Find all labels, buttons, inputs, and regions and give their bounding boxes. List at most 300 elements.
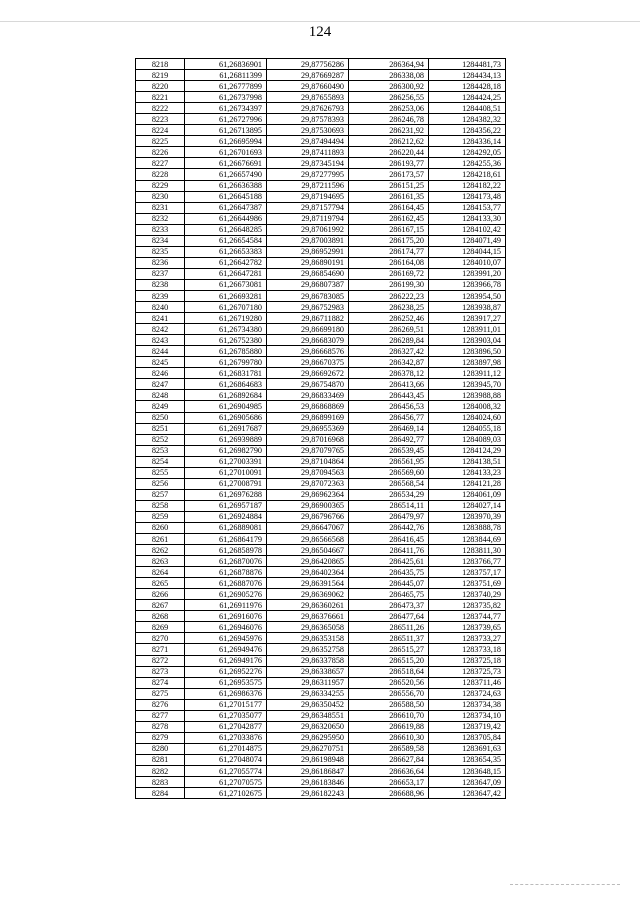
y-coordinate-cell: 1283725,18 — [429, 655, 506, 666]
x-coordinate-cell: 286212,62 — [349, 136, 429, 147]
point-number-cell: 8219 — [136, 70, 185, 81]
longitude-cell: 29,86186847 — [267, 766, 349, 777]
y-coordinate-cell: 1283719,42 — [429, 721, 506, 732]
longitude-cell: 29,86566568 — [267, 534, 349, 545]
longitude-cell: 29,86754870 — [267, 379, 349, 390]
x-coordinate-cell: 286589,58 — [349, 743, 429, 754]
table-row — [136, 268, 506, 279]
x-coordinate-cell: 286269,51 — [349, 324, 429, 335]
y-coordinate-cell: 1284356,22 — [429, 125, 506, 136]
point-number-cell: 8260 — [136, 522, 185, 533]
y-coordinate-cell: 1283724,63 — [429, 688, 506, 699]
table-row — [136, 401, 506, 412]
latitude-cell: 61,26734397 — [185, 103, 267, 114]
y-coordinate-cell: 1283911,01 — [429, 324, 506, 335]
longitude-cell: 29,87345194 — [267, 158, 349, 169]
y-coordinate-cell: 1283751,69 — [429, 578, 506, 589]
point-number-cell: 8235 — [136, 246, 185, 257]
x-coordinate-cell: 286199,30 — [349, 279, 429, 290]
point-number-cell: 8245 — [136, 357, 185, 368]
table-row — [136, 788, 506, 799]
x-coordinate-cell: 286161,35 — [349, 191, 429, 202]
y-coordinate-cell: 1283740,29 — [429, 589, 506, 600]
point-number-cell: 8231 — [136, 202, 185, 213]
longitude-cell: 29,86796766 — [267, 511, 349, 522]
longitude-cell: 29,87003891 — [267, 235, 349, 246]
point-number-cell: 8282 — [136, 766, 185, 777]
x-coordinate-cell: 286338,08 — [349, 70, 429, 81]
table-row — [136, 633, 506, 644]
x-coordinate-cell: 286169,72 — [349, 268, 429, 279]
latitude-cell: 61,27003391 — [185, 456, 267, 467]
table-row — [136, 279, 506, 290]
x-coordinate-cell: 286520,56 — [349, 677, 429, 688]
y-coordinate-cell: 1283966,78 — [429, 279, 506, 290]
longitude-cell: 29,86376661 — [267, 611, 349, 622]
latitude-cell: 61,26645188 — [185, 191, 267, 202]
point-number-cell: 8218 — [136, 59, 185, 70]
latitude-cell: 61,26946076 — [185, 622, 267, 633]
point-number-cell: 8284 — [136, 788, 185, 799]
point-number-cell: 8226 — [136, 147, 185, 158]
longitude-cell: 29,86783085 — [267, 290, 349, 301]
table-row — [136, 556, 506, 567]
x-coordinate-cell: 286231,92 — [349, 125, 429, 136]
point-number-cell: 8247 — [136, 379, 185, 390]
x-coordinate-cell: 286479,97 — [349, 511, 429, 522]
latitude-cell: 61,26648285 — [185, 224, 267, 235]
y-coordinate-cell: 1283896,50 — [429, 346, 506, 357]
table-row — [136, 103, 506, 114]
y-coordinate-cell: 1283733,27 — [429, 633, 506, 644]
longitude-cell: 29,87756286 — [267, 59, 349, 70]
table-row — [136, 169, 506, 180]
latitude-cell: 61,26904985 — [185, 401, 267, 412]
x-coordinate-cell: 286411,76 — [349, 545, 429, 556]
y-coordinate-cell: 1283897,98 — [429, 357, 506, 368]
latitude-cell: 61,27015177 — [185, 699, 267, 710]
table-row — [136, 589, 506, 600]
latitude-cell: 61,26917687 — [185, 423, 267, 434]
x-coordinate-cell: 286246,78 — [349, 114, 429, 125]
longitude-cell: 29,87119794 — [267, 213, 349, 224]
point-number-cell: 8253 — [136, 445, 185, 456]
point-number-cell: 8278 — [136, 721, 185, 732]
y-coordinate-cell: 1284182,22 — [429, 180, 506, 191]
longitude-cell: 29,86402364 — [267, 567, 349, 578]
longitude-cell: 29,87104864 — [267, 456, 349, 467]
point-number-cell: 8224 — [136, 125, 185, 136]
longitude-cell: 29,86270751 — [267, 743, 349, 754]
longitude-cell: 29,86352758 — [267, 644, 349, 655]
table-row — [136, 59, 506, 70]
longitude-cell: 29,86890191 — [267, 257, 349, 268]
y-coordinate-cell: 1284133,30 — [429, 213, 506, 224]
longitude-cell: 29,86353158 — [267, 633, 349, 644]
table-row — [136, 191, 506, 202]
latitude-cell: 61,26653383 — [185, 246, 267, 257]
x-coordinate-cell: 286443,45 — [349, 390, 429, 401]
latitude-cell: 61,26707180 — [185, 302, 267, 313]
longitude-cell: 29,87094563 — [267, 467, 349, 478]
x-coordinate-cell: 286515,27 — [349, 644, 429, 655]
longitude-cell: 29,86668576 — [267, 346, 349, 357]
x-coordinate-cell: 286252,46 — [349, 313, 429, 324]
x-coordinate-cell: 286364,94 — [349, 59, 429, 70]
y-coordinate-cell: 1284071,49 — [429, 235, 506, 246]
table-row — [136, 611, 506, 622]
latitude-cell: 61,26647281 — [185, 268, 267, 279]
longitude-cell: 29,86334255 — [267, 688, 349, 699]
point-number-cell: 8263 — [136, 556, 185, 567]
y-coordinate-cell: 1283911,12 — [429, 368, 506, 379]
table-row — [136, 136, 506, 147]
point-number-cell: 8269 — [136, 622, 185, 633]
x-coordinate-cell: 286627,84 — [349, 754, 429, 765]
point-number-cell: 8283 — [136, 777, 185, 788]
latitude-cell: 61,26905686 — [185, 412, 267, 423]
y-coordinate-cell: 1283734,38 — [429, 699, 506, 710]
x-coordinate-cell: 286435,75 — [349, 567, 429, 578]
x-coordinate-cell: 286515,20 — [349, 655, 429, 666]
longitude-cell: 29,86752983 — [267, 302, 349, 313]
table-row — [136, 522, 506, 533]
latitude-cell: 61,26924884 — [185, 511, 267, 522]
table-row — [136, 688, 506, 699]
y-coordinate-cell: 1283945,70 — [429, 379, 506, 390]
table-row — [136, 213, 506, 224]
latitude-cell: 61,26870076 — [185, 556, 267, 567]
point-number-cell: 8254 — [136, 456, 185, 467]
y-coordinate-cell: 1284428,18 — [429, 81, 506, 92]
table-row — [136, 754, 506, 765]
y-coordinate-cell: 1284138,51 — [429, 456, 506, 467]
latitude-cell: 61,26892684 — [185, 390, 267, 401]
x-coordinate-cell: 286518,64 — [349, 666, 429, 677]
longitude-cell: 29,87157794 — [267, 202, 349, 213]
y-coordinate-cell: 1283757,17 — [429, 567, 506, 578]
latitude-cell: 61,27102675 — [185, 788, 267, 799]
y-coordinate-cell: 1284124,29 — [429, 445, 506, 456]
y-coordinate-cell: 1283811,30 — [429, 545, 506, 556]
table-row — [136, 390, 506, 401]
longitude-cell: 29,86692672 — [267, 368, 349, 379]
latitude-cell: 61,27070575 — [185, 777, 267, 788]
point-number-cell: 8225 — [136, 136, 185, 147]
table-row — [136, 743, 506, 754]
point-number-cell: 8243 — [136, 335, 185, 346]
x-coordinate-cell: 286442,76 — [349, 522, 429, 533]
longitude-cell: 29,87072363 — [267, 478, 349, 489]
y-coordinate-cell: 1284121,28 — [429, 478, 506, 489]
x-coordinate-cell: 286238,25 — [349, 302, 429, 313]
y-coordinate-cell: 1283888,78 — [429, 522, 506, 533]
longitude-cell: 29,86854690 — [267, 268, 349, 279]
table-row — [136, 777, 506, 788]
latitude-cell: 61,26953575 — [185, 677, 267, 688]
y-coordinate-cell: 1284102,42 — [429, 224, 506, 235]
table-row — [136, 677, 506, 688]
longitude-cell: 29,86699180 — [267, 324, 349, 335]
y-coordinate-cell: 1283735,82 — [429, 600, 506, 611]
table-row — [136, 302, 506, 313]
table-row — [136, 81, 506, 92]
table-row — [136, 511, 506, 522]
longitude-cell: 29,86182243 — [267, 788, 349, 799]
latitude-cell: 61,26693281 — [185, 290, 267, 301]
table-row — [136, 423, 506, 434]
y-coordinate-cell: 1284061,09 — [429, 489, 506, 500]
latitude-cell: 61,26911976 — [185, 600, 267, 611]
point-number-cell: 8246 — [136, 368, 185, 379]
table-row — [136, 180, 506, 191]
table-row — [136, 644, 506, 655]
latitude-cell: 61,27035077 — [185, 710, 267, 721]
latitude-cell: 61,27010091 — [185, 467, 267, 478]
y-coordinate-cell: 1283744,77 — [429, 611, 506, 622]
longitude-cell: 29,86360261 — [267, 600, 349, 611]
point-number-cell: 8261 — [136, 534, 185, 545]
latitude-cell: 61,26858978 — [185, 545, 267, 556]
x-coordinate-cell: 286173,57 — [349, 169, 429, 180]
point-number-cell: 8276 — [136, 699, 185, 710]
x-coordinate-cell: 286539,45 — [349, 445, 429, 456]
point-number-cell: 8262 — [136, 545, 185, 556]
point-number-cell: 8220 — [136, 81, 185, 92]
y-coordinate-cell: 1283739,65 — [429, 622, 506, 633]
latitude-cell: 61,27014875 — [185, 743, 267, 754]
table-row — [136, 70, 506, 81]
latitude-cell: 61,26887076 — [185, 578, 267, 589]
point-number-cell: 8257 — [136, 489, 185, 500]
point-number-cell: 8228 — [136, 169, 185, 180]
table-row — [136, 489, 506, 500]
longitude-cell: 29,86647067 — [267, 522, 349, 533]
point-number-cell: 8258 — [136, 500, 185, 511]
point-number-cell: 8271 — [136, 644, 185, 655]
table-row — [136, 368, 506, 379]
x-coordinate-cell: 286193,77 — [349, 158, 429, 169]
point-number-cell: 8222 — [136, 103, 185, 114]
longitude-cell: 29,87494494 — [267, 136, 349, 147]
x-coordinate-cell: 286445,07 — [349, 578, 429, 589]
longitude-cell: 29,86198948 — [267, 754, 349, 765]
x-coordinate-cell: 286469,14 — [349, 423, 429, 434]
longitude-cell: 29,86365058 — [267, 622, 349, 633]
point-number-cell: 8250 — [136, 412, 185, 423]
x-coordinate-cell: 286556,70 — [349, 688, 429, 699]
point-number-cell: 8229 — [136, 180, 185, 191]
x-coordinate-cell: 286378,12 — [349, 368, 429, 379]
latitude-cell: 61,26673081 — [185, 279, 267, 290]
longitude-cell: 29,86952991 — [267, 246, 349, 257]
table-row — [136, 732, 506, 743]
y-coordinate-cell: 1283647,42 — [429, 788, 506, 799]
table-row — [136, 290, 506, 301]
longitude-cell: 29,87016968 — [267, 434, 349, 445]
x-coordinate-cell: 286220,44 — [349, 147, 429, 158]
y-coordinate-cell: 1284408,51 — [429, 103, 506, 114]
longitude-cell: 29,86807387 — [267, 279, 349, 290]
longitude-cell: 29,86900365 — [267, 500, 349, 511]
y-coordinate-cell: 1283938,87 — [429, 302, 506, 313]
y-coordinate-cell: 1283648,15 — [429, 766, 506, 777]
table-row — [136, 224, 506, 235]
longitude-cell: 29,87211596 — [267, 180, 349, 191]
y-coordinate-cell: 1284055,18 — [429, 423, 506, 434]
table-row — [136, 467, 506, 478]
point-number-cell: 8251 — [136, 423, 185, 434]
latitude-cell: 61,26654584 — [185, 235, 267, 246]
table-row — [136, 655, 506, 666]
point-number-cell: 8275 — [136, 688, 185, 699]
point-number-cell: 8249 — [136, 401, 185, 412]
y-coordinate-cell: 1283844,69 — [429, 534, 506, 545]
latitude-cell: 61,26676691 — [185, 158, 267, 169]
y-coordinate-cell: 1283903,04 — [429, 335, 506, 346]
y-coordinate-cell: 1284481,73 — [429, 59, 506, 70]
y-coordinate-cell: 1284292,05 — [429, 147, 506, 158]
point-number-cell: 8270 — [136, 633, 185, 644]
y-coordinate-cell: 1284089,03 — [429, 434, 506, 445]
latitude-cell: 61,26878876 — [185, 567, 267, 578]
point-number-cell: 8236 — [136, 257, 185, 268]
x-coordinate-cell: 286174,77 — [349, 246, 429, 257]
x-coordinate-cell: 286511,37 — [349, 633, 429, 644]
table-row — [136, 379, 506, 390]
longitude-cell: 29,86348551 — [267, 710, 349, 721]
point-number-cell: 8239 — [136, 290, 185, 301]
table-row — [136, 412, 506, 423]
longitude-cell: 29,86420865 — [267, 556, 349, 567]
y-coordinate-cell: 1284255,36 — [429, 158, 506, 169]
table-row — [136, 500, 506, 511]
table-row — [136, 125, 506, 136]
point-number-cell: 8227 — [136, 158, 185, 169]
longitude-cell: 29,87061992 — [267, 224, 349, 235]
y-coordinate-cell: 1283725,73 — [429, 666, 506, 677]
x-coordinate-cell: 286619,88 — [349, 721, 429, 732]
point-number-cell: 8279 — [136, 732, 185, 743]
point-number-cell: 8242 — [136, 324, 185, 335]
point-number-cell: 8248 — [136, 390, 185, 401]
y-coordinate-cell: 1284153,77 — [429, 202, 506, 213]
latitude-cell: 61,26916076 — [185, 611, 267, 622]
x-coordinate-cell: 286167,15 — [349, 224, 429, 235]
table-row — [136, 235, 506, 246]
table-row — [136, 478, 506, 489]
point-number-cell: 8221 — [136, 92, 185, 103]
y-coordinate-cell: 1284382,32 — [429, 114, 506, 125]
x-coordinate-cell: 286222,23 — [349, 290, 429, 301]
latitude-cell: 61,26642782 — [185, 257, 267, 268]
longitude-cell: 29,86683079 — [267, 335, 349, 346]
latitude-cell: 61,26945976 — [185, 633, 267, 644]
point-number-cell: 8265 — [136, 578, 185, 589]
latitude-cell: 61,26905276 — [185, 589, 267, 600]
header-rule — [0, 21, 640, 22]
x-coordinate-cell: 286534,29 — [349, 489, 429, 500]
y-coordinate-cell: 1284424,25 — [429, 92, 506, 103]
y-coordinate-cell: 1284133,23 — [429, 467, 506, 478]
x-coordinate-cell: 286610,70 — [349, 710, 429, 721]
table-row — [136, 246, 506, 257]
longitude-cell: 29,87411893 — [267, 147, 349, 158]
point-number-cell: 8232 — [136, 213, 185, 224]
x-coordinate-cell: 286416,45 — [349, 534, 429, 545]
latitude-cell: 61,26811399 — [185, 70, 267, 81]
longitude-cell: 29,86504667 — [267, 545, 349, 556]
latitude-cell: 61,26647387 — [185, 202, 267, 213]
point-number-cell: 8268 — [136, 611, 185, 622]
longitude-cell: 29,87669287 — [267, 70, 349, 81]
latitude-cell: 61,26713895 — [185, 125, 267, 136]
latitude-cell: 61,26777899 — [185, 81, 267, 92]
x-coordinate-cell: 286492,77 — [349, 434, 429, 445]
longitude-cell: 29,86320650 — [267, 721, 349, 732]
latitude-cell: 61,26719280 — [185, 313, 267, 324]
page-number: 124 — [308, 24, 332, 40]
latitude-cell: 61,26785880 — [185, 346, 267, 357]
latitude-cell: 61,26701693 — [185, 147, 267, 158]
latitude-cell: 61,26986376 — [185, 688, 267, 699]
x-coordinate-cell: 286569,60 — [349, 467, 429, 478]
y-coordinate-cell: 1284336,14 — [429, 136, 506, 147]
point-number-cell: 8272 — [136, 655, 185, 666]
latitude-cell: 61,26752380 — [185, 335, 267, 346]
latitude-cell: 61,26952276 — [185, 666, 267, 677]
longitude-cell: 29,86183846 — [267, 777, 349, 788]
point-number-cell: 8255 — [136, 467, 185, 478]
point-number-cell: 8267 — [136, 600, 185, 611]
x-coordinate-cell: 286175,20 — [349, 235, 429, 246]
y-coordinate-cell: 1283970,39 — [429, 511, 506, 522]
x-coordinate-cell: 286688,96 — [349, 788, 429, 799]
longitude-cell: 29,86391564 — [267, 578, 349, 589]
longitude-cell: 29,87194695 — [267, 191, 349, 202]
point-number-cell: 8230 — [136, 191, 185, 202]
latitude-cell: 61,26734380 — [185, 324, 267, 335]
x-coordinate-cell: 286636,64 — [349, 766, 429, 777]
x-coordinate-cell: 286477,64 — [349, 611, 429, 622]
longitude-cell: 29,87626793 — [267, 103, 349, 114]
x-coordinate-cell: 286456,53 — [349, 401, 429, 412]
latitude-cell: 61,27055774 — [185, 766, 267, 777]
x-coordinate-cell: 286561,95 — [349, 456, 429, 467]
table-body — [136, 59, 506, 799]
latitude-cell: 61,27048074 — [185, 754, 267, 765]
latitude-cell: 61,26727996 — [185, 114, 267, 125]
longitude-cell: 29,87655893 — [267, 92, 349, 103]
x-coordinate-cell: 286511,26 — [349, 622, 429, 633]
x-coordinate-cell: 286425,61 — [349, 556, 429, 567]
longitude-cell: 29,86311957 — [267, 677, 349, 688]
x-coordinate-cell: 286300,92 — [349, 81, 429, 92]
point-number-cell: 8273 — [136, 666, 185, 677]
table-row — [136, 534, 506, 545]
point-number-cell: 8240 — [136, 302, 185, 313]
latitude-cell: 61,26949476 — [185, 644, 267, 655]
latitude-cell: 61,26636388 — [185, 180, 267, 191]
y-coordinate-cell: 1283647,09 — [429, 777, 506, 788]
table-row — [136, 202, 506, 213]
y-coordinate-cell: 1283733,18 — [429, 644, 506, 655]
longitude-cell: 29,86337858 — [267, 655, 349, 666]
y-coordinate-cell: 1283711,46 — [429, 677, 506, 688]
x-coordinate-cell: 286473,37 — [349, 600, 429, 611]
point-number-cell: 8223 — [136, 114, 185, 125]
table-row — [136, 346, 506, 357]
